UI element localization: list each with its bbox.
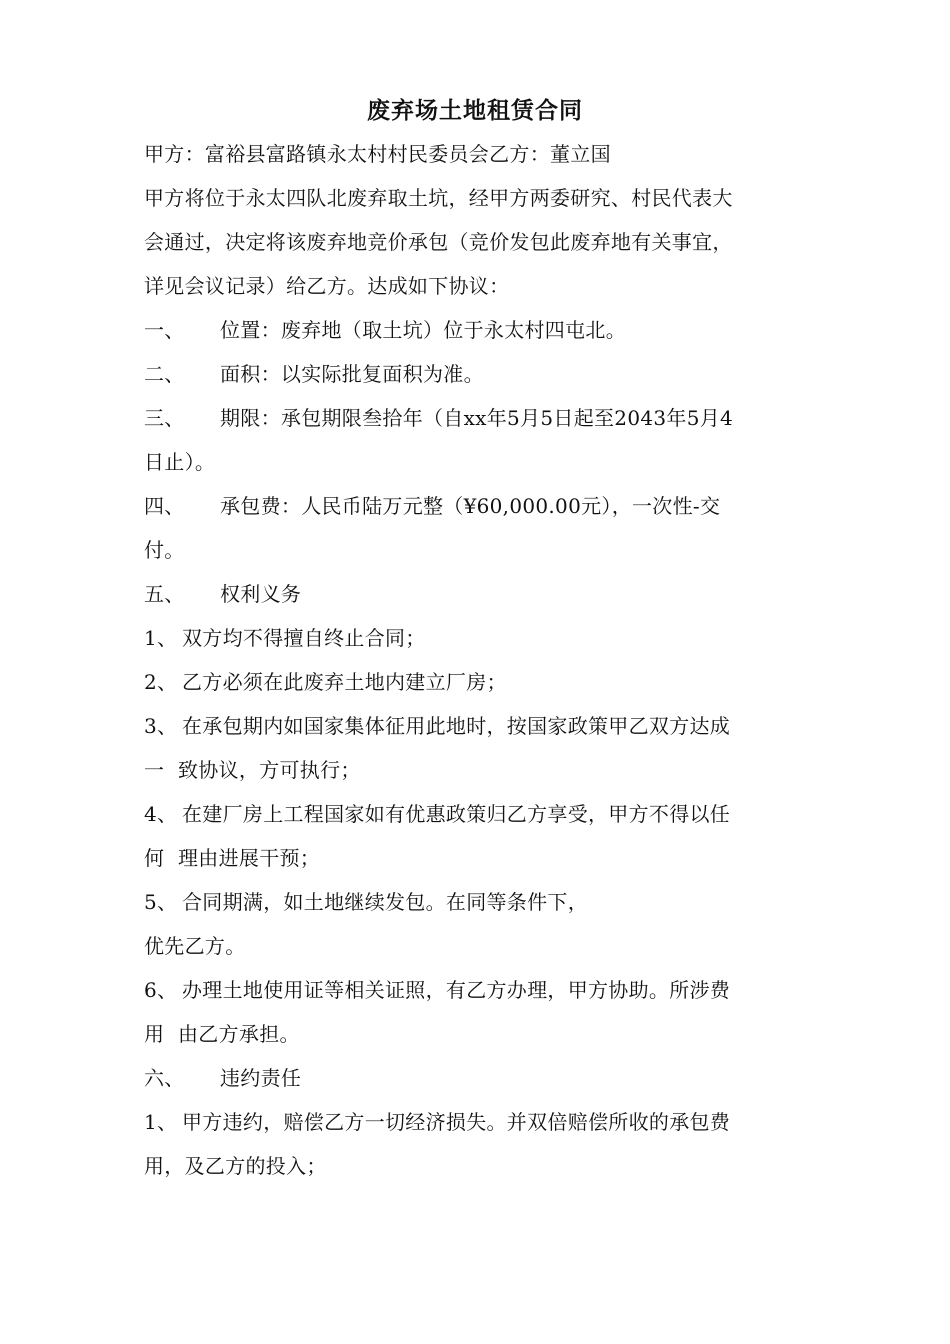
clause-term	[144, 404, 814, 448]
rights-item-5	[144, 888, 814, 932]
item-text: 乙方必须在此废弃土地内建立厂房；	[182, 670, 507, 694]
item-number: 3、	[144, 714, 178, 738]
document-body	[144, 140, 814, 1196]
clause-number: 二、	[144, 362, 185, 386]
item-text: 双方均不得擅自终止合同；	[182, 626, 426, 650]
clause-number: 三、	[144, 406, 185, 430]
clause-fee-continued: 付。	[144, 538, 185, 562]
clause-fee	[144, 492, 814, 536]
item-text: 甲方违约，赔偿乙方一切经济损失。并双倍赔偿所收的承包费	[182, 1110, 731, 1134]
intro-line-2: 会通过，决定将该废弃地竞价承包（竞价发包此废弃地有关事宜，	[144, 230, 733, 254]
clause-text: 面积：以实际批复面积为准。	[220, 362, 484, 386]
item-text: 办理土地使用证等相关证照，有乙方办理，甲方协助。所涉费	[182, 978, 731, 1002]
clause-number: 四、	[144, 494, 185, 518]
item-text: 合同期满，如土地继续发包。在同等条件下，	[182, 890, 588, 914]
rights-item-4-continued	[144, 844, 814, 888]
clause-area	[144, 360, 814, 404]
rights-item-6-continued	[144, 1020, 814, 1064]
document-title: 废弃场土地租赁合同	[367, 98, 583, 124]
rights-item-4	[144, 800, 814, 844]
rights-item-3-continued	[144, 756, 814, 800]
item-continuation-lead: 用	[144, 1022, 165, 1046]
item-number: 6、	[144, 978, 178, 1002]
item-continuation-text: 理由进展干预；	[178, 846, 321, 870]
clause-number: 六、	[144, 1066, 185, 1090]
parties-line: 甲方：富裕县富路镇永太村村民委员会乙方：董立国	[144, 142, 611, 166]
liability-item-1-continued: 用，及乙方的投入；	[144, 1154, 327, 1178]
clause-text: 承包费：人民币陆万元整（¥60,000.00元），一次性-交	[220, 494, 721, 518]
clause-location	[144, 316, 814, 360]
clause-number: 五、	[144, 582, 185, 606]
item-number: 1、	[144, 626, 178, 650]
rights-item-3	[144, 712, 814, 756]
item-number: 2、	[144, 670, 178, 694]
rights-item-5-continued: 优先乙方。	[144, 934, 246, 958]
item-continuation-lead: 何	[144, 846, 165, 870]
clause-text: 违约责任	[220, 1066, 302, 1090]
clause-number: 一、	[144, 318, 185, 342]
item-text: 在承包期内如国家集体征用此地时，按国家政策甲乙双方达成	[182, 714, 731, 738]
item-continuation-text: 由乙方承担。	[178, 1022, 300, 1046]
intro-line-3: 详见会议记录）给乙方。达成如下协议：	[144, 274, 510, 298]
clause-liability-heading	[144, 1064, 814, 1108]
item-text: 在建厂房上工程国家如有优惠政策归乙方享受，甲方不得以任	[182, 802, 731, 826]
clause-rights-heading	[144, 580, 814, 624]
liability-item-1	[144, 1108, 814, 1152]
item-continuation-lead: 一	[144, 758, 165, 782]
clause-text: 位置：废弃地（取土坑）位于永太村四屯北。	[220, 318, 626, 342]
clause-text: 权利义务	[220, 582, 302, 606]
clause-text: 期限：承包期限叁拾年（自xx年5月5日起至2043年5月4	[220, 406, 734, 430]
item-continuation-text: 致协议，方可执行；	[178, 758, 361, 782]
item-number: 4、	[144, 802, 178, 826]
rights-item-6	[144, 976, 814, 1020]
item-number: 1、	[144, 1110, 178, 1134]
rights-item-1	[144, 624, 814, 668]
rights-item-2	[144, 668, 814, 712]
intro-line-1: 甲方将位于永太四队北废弃取土坑，经甲方两委研究、村民代表大	[144, 186, 733, 210]
clause-term-continued: 日止）。	[144, 450, 216, 474]
item-number: 5、	[144, 890, 178, 914]
